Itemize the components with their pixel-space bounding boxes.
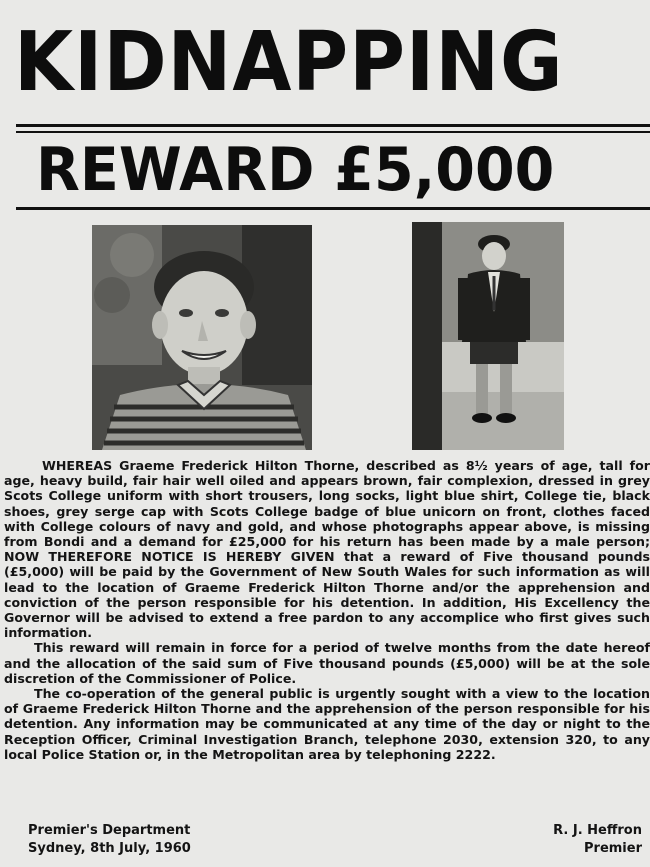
headline: KIDNAPPING <box>14 15 564 110</box>
issuer-block <box>28 822 191 858</box>
notice-paragraph: WHEREAS Graeme Frederick Hilton Thorne, described as 8½ years of age, tall for age, heavy build, fair hair well oiled and appears brown, fair complexion, dressed in grey Scots College uniform with short trousers, long socks, light blue shirt, College tie, black shoes, grey serge cap with Scots College badge of blue unicorn on front, clothes faced with College colours of navy and gold, and whose photographs appear above, is missing from Bondi and a demand for £25,000 for his return has been made by a male person; NOW THEREFORE NOTICE IS HEREBY GIVEN that a reward of Five thousand pounds (£5,000) will be paid by the Government of New South Wales for such information as will lead to the location of Graeme Frederick Hilton Thorne and/or the apprehension and conviction of the person responsible for his detention. In addition, His Excellency the Governor will be advised to extend a free pardon to any accomplice who first gives such information. <box>4 458 650 641</box>
divider-rule <box>16 207 650 210</box>
reward-heading: REWARD £5,000 <box>36 135 555 205</box>
notice-paragraph: The co-operation of the general public is urgently sought with a view to the location of Graeme Frederick Hilton Thorne and the apprehension of the person responsible for his detention. Any information may be communicated at any time of the day or night to the Reception Officer, Criminal Investigation Branch, telephone 2030, extension 320, to any local Police Station or, in the Metropolitan area by telephoning 2222. <box>4 686 650 762</box>
signature-block <box>512 822 642 858</box>
full-length-photo <box>412 222 564 450</box>
department-label: Premier's Department <box>28 823 191 838</box>
issue-date: Sydney, 8th July, 1960 <box>28 841 191 856</box>
signatory-title: Premier <box>584 841 642 856</box>
notice-body <box>4 458 650 762</box>
signatory-name: R. J. Heffron <box>553 823 642 838</box>
notice-paragraph: This reward will remain in force for a period of twelve months from the date hereof and the allocation of the said sum of Five thousand pounds (£5,000) will be at the sole discretion of the Commissioner of Police. <box>4 640 650 686</box>
divider-rule <box>16 124 650 127</box>
divider-rule <box>16 131 650 133</box>
portrait-photo <box>92 225 312 450</box>
